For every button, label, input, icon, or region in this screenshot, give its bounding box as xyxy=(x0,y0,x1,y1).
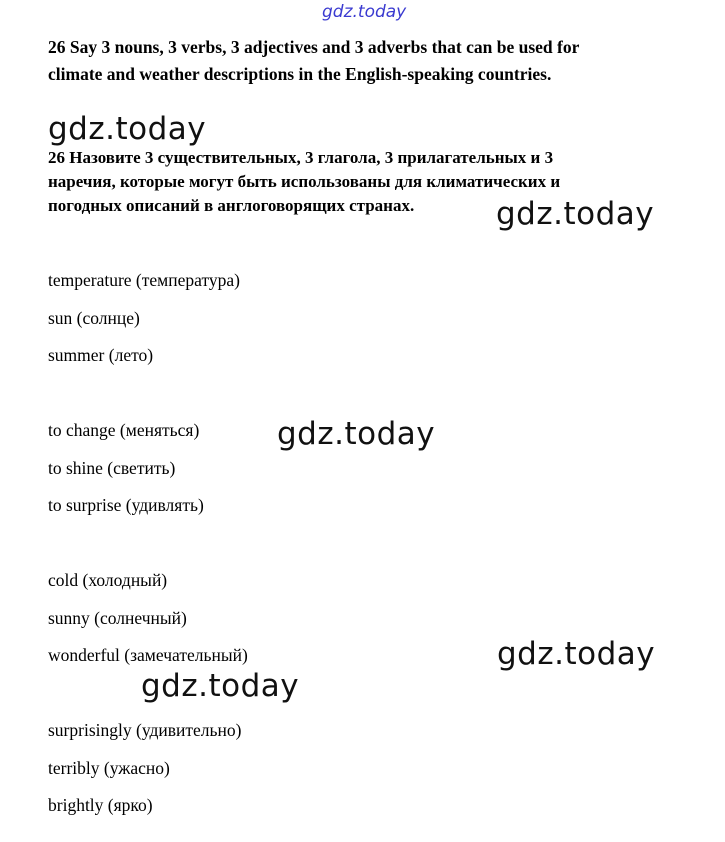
noun-item-1: temperature (температура) xyxy=(48,270,240,290)
task-ru-line-2: наречия, которые могут быть использованы для климатических и xyxy=(48,172,561,191)
adverb-item-3: brightly (ярко) xyxy=(48,795,153,815)
noun-item-2: sun (солнце) xyxy=(48,308,140,328)
task-en-line-2: climate and weather descriptions in the English-speaking countries. xyxy=(48,64,552,84)
adjective-item-2: sunny (солнечный) xyxy=(48,608,187,628)
watermark-5: gdz.today xyxy=(141,668,300,704)
watermark-2: gdz.today xyxy=(496,196,655,232)
adjective-item-1: cold (холодный) xyxy=(48,570,168,590)
watermark-top: gdz.today xyxy=(322,2,407,22)
adjective-item-3: wonderful (замечательный) xyxy=(48,645,248,665)
task-en-line-1: 26 Say 3 nouns, 3 verbs, 3 adjectives and 3 adverbs that can be used for xyxy=(48,37,580,57)
task-text-english xyxy=(48,34,688,88)
watermark-3: gdz.today xyxy=(277,416,436,452)
adverb-item-2: terribly (ужасно) xyxy=(48,758,170,778)
verb-item-2: to shine (светить) xyxy=(48,458,176,478)
task-text-russian xyxy=(48,146,560,218)
adverb-item-1: surprisingly (удивительно) xyxy=(48,720,242,740)
verb-item-1: to change (меняться) xyxy=(48,420,200,440)
watermark-1: gdz.today xyxy=(48,111,207,147)
noun-item-3: summer (лето) xyxy=(48,345,154,365)
task-ru-line-3: погодных описаний в англоговорящих странах. xyxy=(48,196,415,215)
task-ru-line-1: 26 Назовите 3 существительных, 3 глагола, 3 прилагательных и 3 xyxy=(48,148,554,167)
watermark-4: gdz.today xyxy=(497,636,656,672)
verb-item-3: to surprise (удивлять) xyxy=(48,495,204,515)
